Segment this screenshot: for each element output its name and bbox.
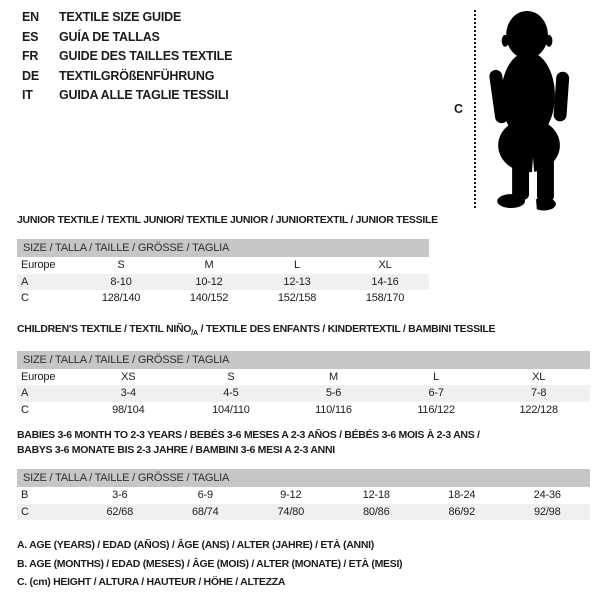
table-row (17, 369, 590, 386)
table-cell: 9-12 (280, 489, 302, 502)
table-cell: 10-12 (195, 275, 223, 288)
language-title: GUÍA DE TALLAS (59, 29, 160, 44)
row-label: A (21, 387, 29, 400)
table-cell: 68/74 (191, 505, 219, 518)
size-header-bar: SIZE / TALLA / TAILLE / GRÖSSE / TAGLIA (17, 469, 590, 487)
row-label: A (21, 275, 29, 288)
row-label: Europe (21, 259, 56, 271)
table-body (17, 369, 590, 419)
table-row (17, 274, 429, 291)
table-cell: 62/68 (106, 505, 134, 518)
footnote-b: B. AGE (MONTHS) / EDAD (MESES) / ÂGE (MOIS) / ALTER (MONATE) / ETÀ (MESI) (17, 557, 403, 570)
table-cell: S (227, 370, 235, 383)
height-measure-dotted-line (474, 10, 476, 208)
table-cell: 6-9 (197, 489, 213, 502)
row-label: C (21, 505, 29, 518)
table-row (17, 385, 590, 402)
language-row-en (22, 8, 232, 28)
table-cell: 14-16 (371, 275, 399, 288)
table-cell: 152/158 (277, 292, 317, 304)
table-cell: 86/92 (448, 505, 476, 518)
language-row-es (22, 28, 232, 48)
size-table (17, 428, 590, 520)
table-cell: M (329, 370, 338, 383)
table-cell: 3-6 (112, 489, 128, 502)
table-cell: XL (532, 370, 546, 383)
table-cell: 158/170 (365, 292, 405, 304)
table-title-line: BABYS 3-6 MONATE BIS 2-3 JAHRE / BAMBINI 3-6 MESI A 2-3 ANNI (17, 444, 335, 457)
table-body (17, 257, 429, 307)
table-cell: 4-5 (223, 387, 239, 400)
table-title (17, 322, 590, 340)
language-code: ES (22, 29, 39, 44)
table-cell: 98/104 (112, 403, 145, 416)
table-cell: 122/128 (519, 403, 558, 416)
table-cell: 12-18 (362, 489, 390, 502)
language-row-it (22, 86, 232, 106)
table-cell: XL (378, 259, 392, 271)
table-row (17, 487, 590, 504)
language-title: TEXTILE SIZE GUIDE (59, 10, 182, 24)
table-cell: 80/86 (362, 505, 390, 518)
table-cell: 24-36 (533, 489, 561, 502)
table-title-line: JUNIOR TEXTILE / TEXTIL JUNIOR/ TEXTILE JUNIOR / JUNIORTEXTIL / JUNIOR TESSILE (17, 214, 438, 226)
language-row-fr (22, 47, 232, 67)
table-cell: 8-10 (110, 275, 132, 288)
table-cell: 128/140 (101, 292, 141, 304)
table-body (17, 487, 590, 520)
size-header-bar: SIZE / TALLA / TAILLE / GRÖSSE / TAGLIA (17, 351, 590, 369)
footnotes (17, 536, 590, 592)
row-label: C (21, 403, 29, 416)
row-label: C (21, 292, 29, 304)
language-code: EN (22, 10, 39, 24)
size-tables (17, 213, 590, 520)
footnote-c: C. (cm) HEIGHT / ALTURA / HAUTEUR / HÖHE / ALTEZZA (17, 576, 286, 589)
table-row (17, 402, 590, 419)
size-table (17, 322, 590, 419)
size-header-bar: SIZE / TALLA / TAILLE / GRÖSSE / TAGLIA (17, 239, 429, 257)
height-label-c: C (454, 102, 463, 116)
table-cell: 104/110 (212, 403, 250, 416)
table-cell: XS (121, 370, 136, 383)
table-cell: 92/98 (533, 505, 561, 518)
language-title: GUIDE DES TAILLES TEXTILE (59, 49, 233, 63)
table-cell: 18-24 (448, 489, 476, 502)
language-title: TEXTILGRÖßENFÜHRUNG (59, 68, 215, 83)
size-table (17, 213, 438, 307)
table-cell: L (294, 259, 300, 271)
language-code: FR (22, 49, 39, 63)
table-cell: 116/122 (417, 403, 455, 416)
row-label: B (21, 489, 29, 502)
table-title-line: BABIES 3-6 MONTH TO 2-3 YEARS / BEBÉS 3-6 MESES A 2-3 AÑOS / BÉBÉS 3-6 MOIS À 2-3 ANS / (17, 429, 480, 442)
table-cell: L (433, 370, 440, 383)
table-cell: M (204, 259, 214, 271)
language-code: DE (22, 68, 39, 83)
baby-silhouette (487, 8, 587, 212)
language-legend (22, 8, 232, 106)
table-cell: 3-4 (120, 387, 136, 400)
height-figure (440, 0, 600, 220)
table-title (17, 428, 590, 458)
table-cell: 6-7 (428, 387, 444, 400)
table-title-line: CHILDREN'S TEXTILE / TEXTIL $NIÑO_{/A}$ / TEXTILE DES ENFANTS / KINDERTEXTIL / BAMBINI TESSILE (17, 322, 496, 337)
table-cell: 110/116 (315, 403, 352, 416)
table-row (17, 290, 429, 307)
table-cell: 12-13 (283, 275, 311, 288)
table-cell: S (117, 259, 125, 271)
table-cell: 140/152 (189, 292, 229, 304)
language-code: IT (22, 88, 33, 102)
table-cell: 5-6 (325, 387, 342, 400)
language-title: GUIDA ALLE TAGLIE TESSILI (59, 88, 229, 102)
language-row-de (22, 67, 232, 87)
table-title (17, 213, 438, 228)
table-row (17, 504, 590, 521)
table-cell: 7-8 (531, 387, 547, 400)
table-row (17, 257, 429, 274)
row-label: Europe (21, 370, 56, 383)
footnote-a: A. AGE (YEARS) / EDAD (AÑOS) / ÂGE (ANS) / ALTER (JAHRE) / ETÀ (ANNI) (17, 539, 374, 552)
content-column (17, 213, 590, 592)
table-cell: 74/80 (277, 505, 305, 518)
